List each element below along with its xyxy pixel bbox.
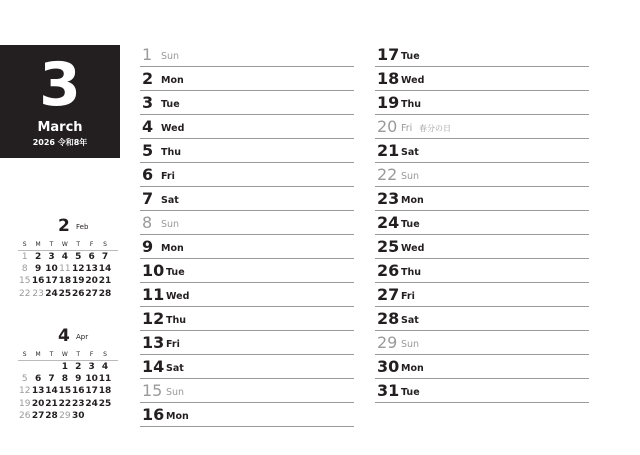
mini-day: 16 <box>31 276 45 287</box>
mini-weekday: F <box>89 241 94 248</box>
mini-weekday: S <box>22 241 27 248</box>
mini-weekday: S <box>22 351 27 358</box>
mini-day: 1 <box>21 252 28 262</box>
day-weekday: Fri <box>161 171 175 182</box>
day-row <box>375 283 589 307</box>
mini-weekday: T <box>76 351 81 358</box>
day-row <box>140 115 354 139</box>
mini-day: 9 <box>34 264 42 275</box>
day-weekday: Sun <box>161 51 180 62</box>
mini-day: 6 <box>88 252 95 262</box>
day-weekday: Sun <box>401 171 420 182</box>
month-number: 3 <box>39 50 81 120</box>
mini-weekday: T <box>76 241 81 248</box>
mini-day: 28 <box>98 288 112 299</box>
mini-day: 10 <box>45 264 58 275</box>
mini-day: 21 <box>98 276 112 287</box>
day-row <box>375 307 589 331</box>
days-column-right <box>375 43 589 403</box>
day-row <box>375 331 589 355</box>
mini-day: 22 <box>58 398 72 409</box>
holiday-label: 春分の日 <box>419 124 451 133</box>
mini-day: 26 <box>18 410 31 421</box>
day-weekday: Sun <box>166 387 185 398</box>
mini-day: 29 <box>59 410 71 421</box>
mini-day: 23 <box>32 288 44 299</box>
mini-week-row <box>18 251 118 263</box>
day-row <box>140 379 354 403</box>
mini-day: 26 <box>71 288 85 299</box>
mini-day: 24 <box>45 288 58 299</box>
mini-day: 11 <box>98 374 112 385</box>
mini-day: 20 <box>31 398 45 409</box>
day-weekday: Sat <box>401 147 419 158</box>
day-number: 8 <box>142 213 153 232</box>
mini-day: 7 <box>101 252 109 262</box>
day-number: 3 <box>142 93 154 112</box>
mini-day: 13 <box>85 264 98 275</box>
day-number: 5 <box>142 141 154 160</box>
mini-day <box>98 410 111 422</box>
day-number: 9 <box>142 237 154 256</box>
mini-month-number: 2 <box>58 216 70 236</box>
day-number: 13 <box>142 333 165 352</box>
mini-weekday: M <box>35 241 41 248</box>
day-number: 17 <box>377 45 400 64</box>
day-row <box>140 43 354 67</box>
day-row <box>140 259 354 283</box>
day-number: 23 <box>377 189 400 208</box>
mini-day: 12 <box>18 386 31 397</box>
day-weekday: Tue <box>401 219 420 230</box>
mini-weekday: S <box>103 351 107 358</box>
mini-weekday: W <box>61 241 68 248</box>
mini-day: 11 <box>59 264 71 275</box>
mini-day: 4 <box>101 362 109 372</box>
mini-week-row <box>18 373 118 385</box>
day-weekday: Sat <box>166 363 184 374</box>
mini-day: 10 <box>85 374 98 385</box>
mini-day: 27 <box>31 410 45 421</box>
day-number: 29 <box>377 333 398 352</box>
mini-day: 24 <box>85 398 98 409</box>
mini-day: 14 <box>98 264 112 275</box>
day-row <box>375 139 589 163</box>
mini-day: 8 <box>61 374 68 385</box>
month-year: 2026 令和8年 <box>32 138 88 147</box>
mini-day: 8 <box>21 264 28 275</box>
mini-day: 27 <box>85 288 98 299</box>
day-row <box>140 163 354 187</box>
day-row <box>375 163 589 187</box>
day-number: 18 <box>377 69 400 88</box>
day-row <box>375 67 589 91</box>
mini-day: 5 <box>75 252 82 262</box>
day-row <box>140 187 354 211</box>
mini-month-abbr: Apr <box>76 333 89 341</box>
mini-week-row <box>18 361 118 373</box>
mini-month-abbr: Feb <box>76 223 89 231</box>
mini-day: 6 <box>34 374 42 385</box>
mini-day: 5 <box>21 374 28 385</box>
mini-week-row <box>18 398 118 410</box>
day-weekday: Tue <box>401 51 420 62</box>
day-weekday: Wed <box>166 291 190 302</box>
mini-day: 18 <box>98 386 112 397</box>
month-badge <box>0 45 120 158</box>
day-weekday: Sun <box>401 339 420 350</box>
mini-calendar-header <box>18 326 118 346</box>
day-number: 21 <box>377 141 400 160</box>
day-number: 2 <box>142 69 154 88</box>
day-row <box>375 115 589 139</box>
mini-day <box>85 410 98 422</box>
mini-day: 17 <box>45 276 58 287</box>
day-weekday: Mon <box>166 411 189 422</box>
mini-day: 15 <box>58 386 72 397</box>
mini-day: 20 <box>85 276 98 287</box>
day-weekday: Thu <box>401 267 422 278</box>
mini-weekday-row <box>18 240 118 251</box>
mini-day: 23 <box>71 398 85 409</box>
mini-day: 2 <box>34 252 42 262</box>
day-weekday: Thu <box>166 315 187 326</box>
mini-day: 19 <box>71 276 85 287</box>
day-number: 7 <box>142 189 154 208</box>
mini-weekday: W <box>61 351 68 358</box>
day-number: 27 <box>377 285 400 304</box>
day-row <box>140 67 354 91</box>
mini-day: 3 <box>88 362 95 372</box>
mini-day: 18 <box>58 276 72 287</box>
day-weekday: Tue <box>166 267 185 278</box>
day-number: 11 <box>142 285 165 304</box>
day-number: 20 <box>377 117 398 136</box>
day-row <box>140 331 354 355</box>
day-weekday: Fri <box>401 123 413 134</box>
day-number: 1 <box>142 45 153 64</box>
mini-day <box>31 361 44 373</box>
day-number: 6 <box>142 165 154 184</box>
mini-day: 7 <box>48 374 55 385</box>
day-number: 28 <box>377 309 400 328</box>
day-row <box>140 403 354 427</box>
mini-day: 25 <box>58 288 72 299</box>
mini-day: 30 <box>71 410 85 421</box>
mini-day: 13 <box>31 386 45 397</box>
day-number: 14 <box>142 357 165 376</box>
mini-week-row <box>18 288 118 300</box>
day-row <box>140 307 354 331</box>
day-weekday: Mon <box>161 75 184 86</box>
day-weekday: Sun <box>161 219 180 230</box>
mini-weekday: T <box>49 241 54 248</box>
day-row <box>375 235 589 259</box>
mini-week-row <box>18 263 118 275</box>
mini-day <box>18 361 31 373</box>
mini-day: 3 <box>48 252 55 262</box>
day-number: 10 <box>142 261 165 280</box>
mini-day: 16 <box>71 386 85 397</box>
mini-day: 15 <box>18 276 31 287</box>
mini-week-row <box>18 385 118 397</box>
mini-weekday: S <box>103 241 107 248</box>
mini-day: 22 <box>18 288 31 299</box>
day-row <box>140 355 354 379</box>
mini-calendar-feb <box>18 216 118 300</box>
day-number: 24 <box>377 213 400 232</box>
day-weekday: Sat <box>401 315 419 326</box>
mini-day: 25 <box>98 398 112 409</box>
day-row <box>375 379 589 403</box>
month-name: March <box>37 120 83 135</box>
day-row <box>140 139 354 163</box>
day-number: 19 <box>377 93 400 112</box>
day-row <box>140 211 354 235</box>
day-row <box>375 211 589 235</box>
mini-day: 4 <box>61 252 68 262</box>
mini-weekday: F <box>89 351 94 358</box>
mini-weekday: M <box>35 351 41 358</box>
day-row <box>140 91 354 115</box>
day-weekday: Mon <box>401 195 424 206</box>
day-weekday: Thu <box>161 147 182 158</box>
day-weekday: Mon <box>161 243 184 254</box>
day-weekday: Wed <box>401 75 425 86</box>
day-row <box>140 235 354 259</box>
day-weekday: Mon <box>401 363 424 374</box>
day-weekday: Wed <box>401 243 425 254</box>
day-number: 15 <box>142 381 163 400</box>
day-row <box>375 43 589 67</box>
day-row <box>140 283 354 307</box>
day-number: 16 <box>142 405 165 424</box>
mini-weekday: T <box>49 351 54 358</box>
day-weekday: Fri <box>401 291 415 302</box>
day-weekday: Wed <box>161 123 185 134</box>
day-weekday: Sat <box>161 195 179 206</box>
day-weekday: Thu <box>401 99 422 110</box>
day-weekday: Tue <box>401 387 420 398</box>
mini-day: 28 <box>45 410 58 421</box>
day-row <box>375 91 589 115</box>
day-number: 22 <box>377 165 398 184</box>
mini-day: 21 <box>45 398 58 409</box>
day-row <box>375 259 589 283</box>
day-row <box>375 355 589 379</box>
mini-day: 14 <box>45 386 58 397</box>
day-row <box>375 187 589 211</box>
mini-day: 2 <box>75 362 82 372</box>
day-weekday: Fri <box>166 339 180 350</box>
day-number: 4 <box>142 117 154 136</box>
mini-weeks <box>18 251 118 300</box>
day-number: 30 <box>377 357 400 376</box>
mini-week-row <box>18 410 118 422</box>
mini-weekday-row <box>18 350 118 361</box>
day-number: 12 <box>142 309 165 328</box>
mini-day: 1 <box>61 362 68 372</box>
mini-month-number: 4 <box>58 326 70 346</box>
mini-day: 12 <box>71 264 85 275</box>
mini-calendar-apr <box>18 326 118 422</box>
day-number: 31 <box>377 381 400 400</box>
day-weekday: Tue <box>161 99 180 110</box>
mini-day <box>45 361 58 373</box>
mini-week-row <box>18 275 118 287</box>
days-column-left <box>140 43 354 427</box>
mini-calendar-header <box>18 216 118 236</box>
mini-day: 9 <box>75 374 82 385</box>
day-number: 26 <box>377 261 400 280</box>
mini-day: 17 <box>85 386 98 397</box>
mini-weeks <box>18 361 118 422</box>
mini-day: 19 <box>18 398 31 409</box>
day-number: 25 <box>377 237 400 256</box>
